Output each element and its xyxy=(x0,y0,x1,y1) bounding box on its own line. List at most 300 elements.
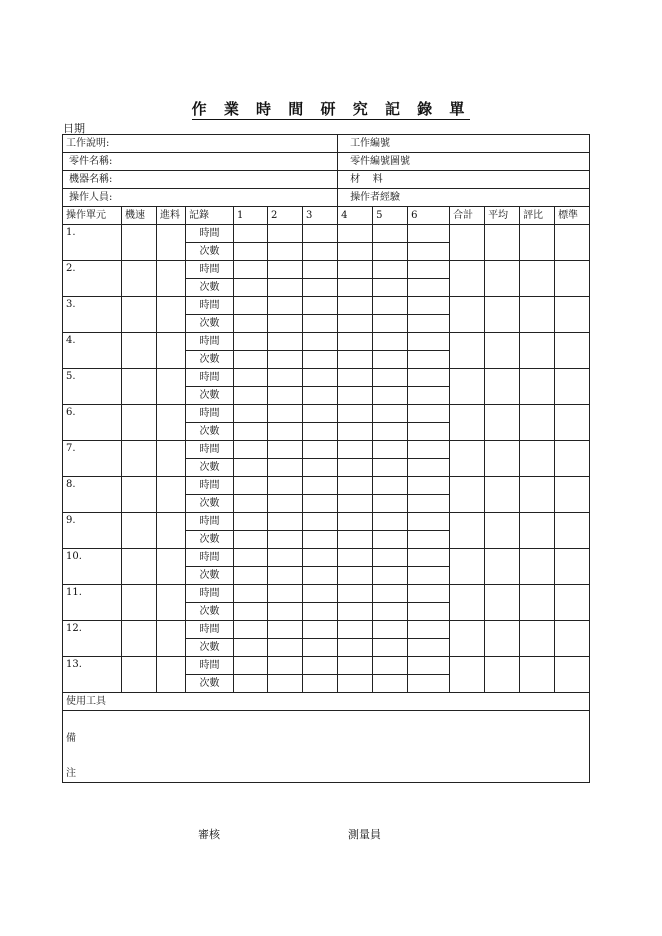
feed-cell xyxy=(157,621,186,657)
total-cell xyxy=(450,585,485,621)
machine-speed-cell xyxy=(122,585,157,621)
total-cell xyxy=(450,657,485,693)
feed-cell xyxy=(157,585,186,621)
reading-cell xyxy=(338,495,373,513)
average-cell xyxy=(485,225,520,261)
reading-cell xyxy=(338,621,373,639)
reading-cell xyxy=(373,261,408,279)
column-header: 記錄 xyxy=(186,207,234,225)
reading-cell xyxy=(303,585,338,603)
record-count-label: 次數 xyxy=(186,351,234,369)
unit-number: 13. xyxy=(63,657,122,693)
reading-cell xyxy=(234,675,268,693)
reading-cell xyxy=(408,549,450,567)
reading-cell xyxy=(303,675,338,693)
reading-cell xyxy=(338,441,373,459)
unit-number: 3. xyxy=(63,297,122,333)
average-cell xyxy=(485,621,520,657)
operator-experience-label: 操作者經驗 xyxy=(338,189,590,207)
reading-cell xyxy=(338,639,373,657)
machine-speed-cell xyxy=(122,477,157,513)
reading-cell xyxy=(408,297,450,315)
rating-cell xyxy=(520,297,555,333)
reading-cell xyxy=(268,369,303,387)
rating-cell xyxy=(520,369,555,405)
reading-cell xyxy=(373,243,408,261)
reading-cell xyxy=(408,243,450,261)
reading-cell xyxy=(338,279,373,297)
record-count-label: 次數 xyxy=(186,315,234,333)
feed-cell xyxy=(157,333,186,369)
reading-cell xyxy=(338,315,373,333)
reading-cell xyxy=(268,225,303,243)
record-time-label: 時間 xyxy=(186,477,234,495)
reading-cell xyxy=(234,585,268,603)
record-count-label: 次數 xyxy=(186,531,234,549)
reading-cell xyxy=(268,675,303,693)
standard-cell xyxy=(555,333,590,369)
reading-cell xyxy=(373,513,408,531)
record-time-label: 時間 xyxy=(186,297,234,315)
reading-cell xyxy=(338,513,373,531)
average-cell xyxy=(485,405,520,441)
reading-cell xyxy=(373,549,408,567)
remarks-area xyxy=(63,711,590,783)
unit-time-row xyxy=(63,369,590,387)
reading-cell xyxy=(234,315,268,333)
reading-cell xyxy=(338,585,373,603)
rating-cell xyxy=(520,225,555,261)
unit-time-row xyxy=(63,405,590,423)
reading-cell xyxy=(373,639,408,657)
reading-cell xyxy=(268,513,303,531)
record-count-label: 次數 xyxy=(186,495,234,513)
record-count-label: 次數 xyxy=(186,279,234,297)
reading-cell xyxy=(303,441,338,459)
record-time-label: 時間 xyxy=(186,405,234,423)
reading-cell xyxy=(338,297,373,315)
standard-cell xyxy=(555,549,590,585)
record-count-label: 次數 xyxy=(186,603,234,621)
record-time-label: 時間 xyxy=(186,333,234,351)
reading-cell xyxy=(303,621,338,639)
column-header: 標準 xyxy=(555,207,590,225)
feed-cell xyxy=(157,405,186,441)
record-time-label: 時間 xyxy=(186,621,234,639)
machine-speed-cell xyxy=(122,513,157,549)
machine-speed-cell xyxy=(122,261,157,297)
reading-cell xyxy=(234,657,268,675)
record-count-label: 次數 xyxy=(186,243,234,261)
unit-time-row xyxy=(63,477,590,495)
average-cell xyxy=(485,657,520,693)
reading-cell xyxy=(408,351,450,369)
total-cell xyxy=(450,405,485,441)
reading-cell xyxy=(234,477,268,495)
machine-speed-cell xyxy=(122,657,157,693)
feed-cell xyxy=(157,549,186,585)
reading-cell xyxy=(268,405,303,423)
reading-cell xyxy=(303,243,338,261)
reading-cell xyxy=(234,495,268,513)
reading-cell xyxy=(234,639,268,657)
reading-cell xyxy=(408,621,450,639)
total-cell xyxy=(450,621,485,657)
tools-label: 使用工具 xyxy=(63,693,590,711)
unit-number: 9. xyxy=(63,513,122,549)
feed-cell xyxy=(157,441,186,477)
reading-cell xyxy=(303,333,338,351)
average-cell xyxy=(485,513,520,549)
reading-cell xyxy=(338,423,373,441)
info-row xyxy=(63,153,590,171)
average-cell xyxy=(485,441,520,477)
reading-cell xyxy=(338,261,373,279)
reading-cell xyxy=(408,459,450,477)
reading-cell xyxy=(234,549,268,567)
standard-cell xyxy=(555,261,590,297)
reading-cell xyxy=(373,495,408,513)
reading-cell xyxy=(373,531,408,549)
review-label: 審核 xyxy=(198,828,220,841)
total-cell xyxy=(450,225,485,261)
reading-cell xyxy=(268,315,303,333)
total-cell xyxy=(450,549,485,585)
reading-cell xyxy=(234,513,268,531)
unit-time-row xyxy=(63,549,590,567)
unit-number: 1. xyxy=(63,225,122,261)
reading-cell xyxy=(408,225,450,243)
standard-cell xyxy=(555,441,590,477)
reading-cell xyxy=(338,459,373,477)
reading-cell xyxy=(373,441,408,459)
total-cell xyxy=(450,369,485,405)
reading-cell xyxy=(303,261,338,279)
column-header: 1 xyxy=(234,207,268,225)
record-time-label: 時間 xyxy=(186,585,234,603)
rating-cell xyxy=(520,549,555,585)
unit-time-row xyxy=(63,297,590,315)
reading-cell xyxy=(303,603,338,621)
unit-number: 2. xyxy=(63,261,122,297)
feed-cell xyxy=(157,225,186,261)
reading-cell xyxy=(234,225,268,243)
unit-time-row xyxy=(63,585,590,603)
machine-speed-cell xyxy=(122,441,157,477)
info-row xyxy=(63,171,590,189)
reading-cell xyxy=(373,567,408,585)
unit-number: 5. xyxy=(63,369,122,405)
reading-cell xyxy=(408,333,450,351)
record-count-label: 次數 xyxy=(186,675,234,693)
reading-cell xyxy=(408,261,450,279)
rating-cell xyxy=(520,621,555,657)
reading-cell xyxy=(234,297,268,315)
unit-number: 4. xyxy=(63,333,122,369)
reading-cell xyxy=(408,441,450,459)
record-count-label: 次數 xyxy=(186,387,234,405)
reading-cell xyxy=(408,657,450,675)
reading-cell xyxy=(234,531,268,549)
reading-cell xyxy=(303,369,338,387)
reading-cell xyxy=(234,441,268,459)
column-header: 合計 xyxy=(450,207,485,225)
reading-cell xyxy=(373,351,408,369)
reading-cell xyxy=(408,675,450,693)
standard-cell xyxy=(555,477,590,513)
reading-cell xyxy=(338,225,373,243)
total-cell xyxy=(450,261,485,297)
column-header: 機速 xyxy=(122,207,157,225)
rating-cell xyxy=(520,405,555,441)
reading-cell xyxy=(373,387,408,405)
reading-cell xyxy=(234,387,268,405)
reading-cell xyxy=(303,549,338,567)
total-cell xyxy=(450,333,485,369)
part-name-label: 零件名稱: xyxy=(63,153,338,171)
average-cell xyxy=(485,585,520,621)
feed-cell xyxy=(157,297,186,333)
machine-speed-cell xyxy=(122,405,157,441)
reading-cell xyxy=(234,603,268,621)
reading-cell xyxy=(408,477,450,495)
reading-cell xyxy=(268,351,303,369)
unit-time-row xyxy=(63,621,590,639)
reading-cell xyxy=(408,531,450,549)
feed-cell xyxy=(157,477,186,513)
record-count-label: 次數 xyxy=(186,567,234,585)
reading-cell xyxy=(268,459,303,477)
reading-cell xyxy=(373,675,408,693)
machine-speed-cell xyxy=(122,333,157,369)
reading-cell xyxy=(234,459,268,477)
total-cell xyxy=(450,441,485,477)
reading-cell xyxy=(234,369,268,387)
reading-cell xyxy=(373,459,408,477)
reading-cell xyxy=(408,423,450,441)
reading-cell xyxy=(373,585,408,603)
unit-number: 8. xyxy=(63,477,122,513)
reading-cell xyxy=(338,243,373,261)
reading-cell xyxy=(268,549,303,567)
reading-cell xyxy=(268,279,303,297)
reading-cell xyxy=(408,567,450,585)
total-cell xyxy=(450,513,485,549)
reading-cell xyxy=(303,477,338,495)
reading-cell xyxy=(303,351,338,369)
reading-cell xyxy=(338,351,373,369)
reading-cell xyxy=(408,585,450,603)
reading-cell xyxy=(268,531,303,549)
material-label: 材 料 xyxy=(338,171,590,189)
reading-cell xyxy=(373,369,408,387)
unit-number: 10. xyxy=(63,549,122,585)
reading-cell xyxy=(303,459,338,477)
column-header: 6 xyxy=(408,207,450,225)
machine-name-label: 機器名稱: xyxy=(63,171,338,189)
reading-cell xyxy=(338,333,373,351)
job-number-label: 工作編號 xyxy=(338,135,590,153)
reading-cell xyxy=(268,567,303,585)
standard-cell xyxy=(555,621,590,657)
column-header: 評比 xyxy=(520,207,555,225)
column-header: 3 xyxy=(303,207,338,225)
unit-time-row xyxy=(63,225,590,243)
feed-cell xyxy=(157,369,186,405)
column-header: 操作單元 xyxy=(63,207,122,225)
column-header: 4 xyxy=(338,207,373,225)
reading-cell xyxy=(268,585,303,603)
unit-time-row xyxy=(63,657,590,675)
reading-cell xyxy=(373,297,408,315)
reading-cell xyxy=(268,243,303,261)
reading-cell xyxy=(373,423,408,441)
record-count-label: 次數 xyxy=(186,423,234,441)
unit-time-row xyxy=(63,441,590,459)
record-count-label: 次數 xyxy=(186,639,234,657)
unit-number: 7. xyxy=(63,441,122,477)
standard-cell xyxy=(555,585,590,621)
reading-cell xyxy=(338,603,373,621)
reading-cell xyxy=(338,657,373,675)
reading-cell xyxy=(268,657,303,675)
record-time-label: 時間 xyxy=(186,549,234,567)
reading-cell xyxy=(338,549,373,567)
reading-cell xyxy=(373,621,408,639)
reading-cell xyxy=(268,495,303,513)
reading-cell xyxy=(234,423,268,441)
reading-cell xyxy=(373,477,408,495)
reading-cell xyxy=(303,297,338,315)
reading-cell xyxy=(338,567,373,585)
reading-cell xyxy=(303,657,338,675)
column-header: 進料 xyxy=(157,207,186,225)
reading-cell xyxy=(234,261,268,279)
rating-cell xyxy=(520,585,555,621)
unit-number: 11. xyxy=(63,585,122,621)
reading-cell xyxy=(268,441,303,459)
reading-cell xyxy=(268,639,303,657)
reading-cell xyxy=(408,603,450,621)
surveyor-label: 測量員 xyxy=(348,828,381,841)
reading-cell xyxy=(234,405,268,423)
tools-row xyxy=(63,693,590,711)
reading-cell xyxy=(268,297,303,315)
reading-cell xyxy=(303,567,338,585)
record-time-label: 時間 xyxy=(186,513,234,531)
reading-cell xyxy=(268,423,303,441)
remarks-label-1: 備 xyxy=(66,733,76,744)
rating-cell xyxy=(520,657,555,693)
reading-cell xyxy=(338,531,373,549)
standard-cell xyxy=(555,369,590,405)
date-label: 日期 xyxy=(63,122,85,135)
header-row xyxy=(63,207,590,225)
reading-cell xyxy=(408,279,450,297)
rating-cell xyxy=(520,333,555,369)
reading-cell xyxy=(234,243,268,261)
machine-speed-cell xyxy=(122,225,157,261)
reading-cell xyxy=(303,315,338,333)
reading-cell xyxy=(303,225,338,243)
reading-cell xyxy=(408,639,450,657)
column-header: 2 xyxy=(268,207,303,225)
record-time-label: 時間 xyxy=(186,261,234,279)
rating-cell xyxy=(520,513,555,549)
reading-cell xyxy=(303,405,338,423)
reading-cell xyxy=(338,387,373,405)
rating-cell xyxy=(520,261,555,297)
reading-cell xyxy=(373,333,408,351)
reading-cell xyxy=(268,621,303,639)
remarks-row xyxy=(63,711,590,783)
record-time-label: 時間 xyxy=(186,657,234,675)
reading-cell xyxy=(268,261,303,279)
reading-cell xyxy=(303,495,338,513)
reading-cell xyxy=(338,369,373,387)
standard-cell xyxy=(555,225,590,261)
record-count-label: 次數 xyxy=(186,459,234,477)
reading-cell xyxy=(268,387,303,405)
reading-cell xyxy=(373,315,408,333)
average-cell xyxy=(485,297,520,333)
total-cell xyxy=(450,477,485,513)
reading-cell xyxy=(234,567,268,585)
average-cell xyxy=(485,477,520,513)
reading-cell xyxy=(303,531,338,549)
machine-speed-cell xyxy=(122,297,157,333)
reading-cell xyxy=(408,513,450,531)
remarks-label-2: 注 xyxy=(66,768,76,779)
reading-cell xyxy=(303,387,338,405)
machine-speed-cell xyxy=(122,549,157,585)
reading-cell xyxy=(303,513,338,531)
time-study-table xyxy=(62,134,590,783)
reading-cell xyxy=(408,369,450,387)
unit-time-row xyxy=(63,261,590,279)
feed-cell xyxy=(157,513,186,549)
reading-cell xyxy=(303,279,338,297)
reading-cell xyxy=(234,333,268,351)
reading-cell xyxy=(268,603,303,621)
form-title: 作 業 時 間 研 究 記 錄 單 xyxy=(191,100,471,118)
info-row xyxy=(63,189,590,207)
part-drawing-number-label: 零件編號圖號 xyxy=(338,153,590,171)
reading-cell xyxy=(303,423,338,441)
reading-cell xyxy=(408,387,450,405)
reading-cell xyxy=(338,675,373,693)
standard-cell xyxy=(555,513,590,549)
reading-cell xyxy=(268,477,303,495)
feed-cell xyxy=(157,657,186,693)
reading-cell xyxy=(408,315,450,333)
average-cell xyxy=(485,261,520,297)
reading-cell xyxy=(373,279,408,297)
reading-cell xyxy=(234,351,268,369)
reading-cell xyxy=(408,495,450,513)
standard-cell xyxy=(555,657,590,693)
info-row xyxy=(63,135,590,153)
total-cell xyxy=(450,297,485,333)
standard-cell xyxy=(555,297,590,333)
column-header: 平均 xyxy=(485,207,520,225)
reading-cell xyxy=(234,621,268,639)
column-header: 5 xyxy=(373,207,408,225)
record-time-label: 時間 xyxy=(186,225,234,243)
reading-cell xyxy=(408,405,450,423)
reading-cell xyxy=(373,225,408,243)
average-cell xyxy=(485,333,520,369)
